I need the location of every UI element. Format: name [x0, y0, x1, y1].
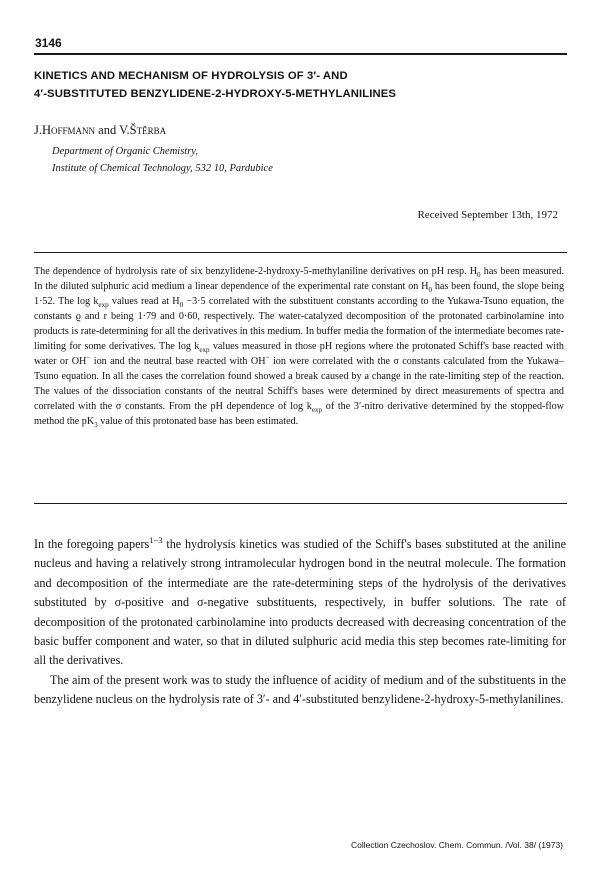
- title-line-2: 4′-SUBSTITUTED BENZYLIDENE-2-HYDROXY-5-METHYLANILINES: [34, 88, 397, 100]
- article-title: [34, 67, 567, 103]
- abstract-text: ion were correlated with the σ constants calculated from the Yukawa–Tsuno equation. In all the cases the correlation found showed a break caused by a change in the rate-limiting step of the reaction. The values of the dissociation constants of the neutral Schiff's bases were determined by direct measurements of spectra and correlated with the σ constants. From the pH dependence of log k: [34, 355, 564, 412]
- paragraph-text: In the foregoing papers: [34, 537, 150, 551]
- subscript: exp: [311, 405, 323, 414]
- superscript: −: [265, 353, 270, 362]
- abstract: [34, 265, 564, 429]
- body-text: [34, 535, 566, 710]
- author-2-name: Štěrba: [129, 123, 167, 137]
- author-2-initial: V.: [119, 123, 130, 137]
- page-number: 3146: [35, 36, 62, 50]
- affiliation-line-1: Department of Organic Chemistry,: [52, 146, 199, 157]
- subscript: 0: [179, 300, 184, 309]
- author-conjunction: and: [95, 123, 120, 137]
- abstract-text: of the 3′-nitro derivative determined by the stopped-flow method the pK: [34, 400, 564, 427]
- affiliation-line-2: Institute of Chemical Technology, 532 10, Pardubice: [52, 163, 273, 174]
- abstract-text: values read at H: [108, 295, 180, 307]
- reference-superscript: 1−3: [149, 534, 163, 545]
- abstract-bottom-rule: [34, 503, 567, 504]
- affiliation: [52, 143, 273, 177]
- title-line-1: KINETICS AND MECHANISM OF HYDROLYSIS OF 3′- AND: [34, 70, 348, 82]
- paragraph-2: The aim of the present work was to study the influence of acidity of medium and of the substituents in the benzylidene nucleus on the hydrolysis rate of 3′- and 4′-substituted benzylidene-2-hydroxy-5-methylanilines.: [34, 672, 566, 707]
- authors: [34, 123, 166, 138]
- superscript: −: [86, 353, 91, 362]
- abstract-text: value of this protonated base has been estimated.: [97, 415, 299, 427]
- subscript: 0: [477, 271, 481, 280]
- subscript: 3: [94, 420, 98, 429]
- subscript: 0: [428, 285, 433, 294]
- abstract-text: The dependence of hydrolysis rate of six benzylidene-2-hydroxy-5-methylaniline derivatives on pH resp. H: [34, 266, 478, 277]
- abstract-text: has been found, the slope being 1·52. The log k: [34, 280, 565, 307]
- journal-footer: Collection Czechoslov. Chem. Commun. /Vol. 38/ (1973): [351, 840, 563, 850]
- received-date: Received September 13th, 1972: [417, 209, 558, 221]
- paragraph-1: [34, 535, 566, 671]
- author-1-initial: J.: [34, 123, 42, 137]
- subscript: exp: [199, 345, 210, 354]
- subscript: exp: [98, 300, 109, 309]
- abstract-text: values measured in those pH regions where the protonated Schiff's base reacted with water or OH: [34, 340, 564, 367]
- paragraph-text: the hydrolysis kinetics was studied of the Schiff's bases substituted at the aniline nucleus and having a relatively strong intramolecular hydrogen bond in the neutral molecule. The formation and decomposition of the intermediate are the rate-determining steps of the hydrolysis of the derivatives substituted by σ-positive and σ-negative substituents, respectively, in buffer solutions. The rate of decomposition of the protonated carbinolamine into products decreased with decreasing concentration of the basic buffer component and water, so that in diluted sulphuric acid media this step becomes rate-limiting for all the derivatives.: [34, 537, 566, 668]
- abstract-text: has been measured. In the diluted sulphuric acid medium a linear dependence of the experimental rate constant on H: [34, 266, 565, 292]
- author-1-name: Hoffmann: [42, 123, 96, 137]
- abstract-text: ion and the neutral base reacted with OH: [90, 355, 266, 367]
- abstract-text: −3·5 correlated with the substituent constants according to the Yukawa-Tsuno equation, the constants ϱ and r being 1·79 and 0·60, respectively. The water-catalyzed decomposition of the protonated carbinolamine into products is rate-determining for all the derivatives in this medium. In buffer media the formation of the intermediate becomes rate-limiting for some derivatives. The log k: [34, 295, 564, 352]
- abstract-top-rule: [34, 252, 567, 253]
- header-rule: [34, 53, 567, 55]
